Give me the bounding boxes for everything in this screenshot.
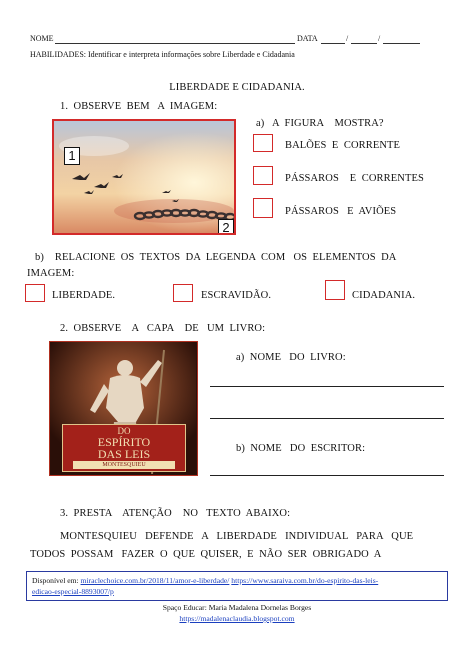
option-label-1: BALÕES E CORRENTE	[285, 140, 401, 151]
data-month-blank[interactable]	[351, 43, 377, 44]
legend-checkbox-cidadania[interactable]	[325, 280, 345, 300]
credit-text: Spaço Educar: Maria Madalena Dornelas Borges	[162, 603, 312, 612]
book-name-answer-line-2[interactable]	[210, 418, 444, 419]
q3-prompt: 3. PRESTA ATENÇÃO NO TEXTO ABAIXO:	[60, 508, 291, 519]
q1-sub-b-line1: b) RELACIONE OS TEXTOS DA LEGENDA COM OS ELEMENTOS DA	[35, 252, 397, 263]
source-link-2b[interactable]: edicao-especial-8893007/p	[32, 587, 114, 596]
blog-link[interactable]: https://madalenaclaudia.blogspot.com	[179, 614, 295, 623]
legend-label-liberdade: LIBERDADE.	[52, 290, 116, 301]
source-link-1[interactable]: miraclechoice.com.br/2018/11/amor-e-liberdade/	[80, 576, 230, 585]
sources-label: Disponível em:	[32, 576, 79, 585]
nome-blank[interactable]	[55, 43, 295, 44]
habilidades-text: HABILIDADES: Identificar e interpreta informações sobre Liberdade e Cidadania	[30, 50, 295, 59]
option-checkbox-1[interactable]	[253, 134, 273, 152]
book-title-line-3: DAS LEIS	[97, 447, 151, 461]
sky-birds-chains-picture	[54, 121, 234, 233]
legend-checkbox-escravidao[interactable]	[173, 284, 193, 302]
option-label-2: PÁSSAROS E CORRENTES	[285, 173, 424, 184]
option-checkbox-2[interactable]	[253, 166, 273, 185]
sources-box	[26, 571, 448, 601]
legend-checkbox-liberdade[interactable]	[25, 284, 45, 302]
book-title-line-1: DO	[117, 426, 131, 436]
nome-label: NOME	[30, 34, 54, 43]
data-year-blank[interactable]	[383, 43, 420, 44]
writer-name-answer-line[interactable]	[210, 475, 444, 476]
book-author: MONTESQUIEU	[73, 461, 175, 469]
q1-sub-b-line2: IMAGEM:	[27, 268, 75, 279]
data-sep-1: /	[346, 34, 349, 43]
option-label-3: PÁSSAROS E AVIÕES	[285, 206, 397, 217]
image-label-1: 1	[64, 147, 80, 165]
freedom-image	[52, 119, 236, 235]
book-cover	[49, 341, 198, 476]
legend-label-escravidao: ESCRAVIDÃO.	[201, 290, 272, 301]
q2-sub-b: b) NOME DO ESCRITOR:	[236, 443, 366, 454]
q3-text-line-1: MONTESQUIEU DEFENDE A LIBERDADE INDIVIDUAL PARA QUE	[60, 531, 414, 542]
book-name-answer-line-1[interactable]	[210, 386, 444, 387]
option-checkbox-3[interactable]	[253, 198, 273, 218]
data-sep-2: /	[378, 34, 381, 43]
source-link-2a[interactable]: https://www.saraiva.com.br/do-espirito-das-leis-	[231, 576, 379, 585]
page-title: LIBERDADE E CIDADANIA.	[169, 82, 305, 93]
q2-sub-a: a) NOME DO LIVRO:	[236, 352, 346, 363]
data-day-blank[interactable]	[321, 43, 345, 44]
book-title-line-2: ESPÍRITO	[97, 435, 151, 449]
q3-text-line-2: TODOS POSSAM FAZER O QUE QUISER, E NÃO SER OBRIGADO A	[30, 549, 382, 560]
legend-label-cidadania: CIDADANIA.	[352, 290, 416, 301]
image-label-2: 2	[218, 219, 234, 235]
data-label: DATA	[297, 34, 318, 43]
q1-sub-a: a) A FIGURA MOSTRA?	[256, 118, 384, 129]
q2-prompt: 2. OBSERVE A CAPA DE UM LIVRO:	[60, 323, 266, 334]
book-title-banner	[62, 424, 186, 472]
q1-prompt: 1. OBSERVE BEM A IMAGEM:	[60, 101, 218, 112]
